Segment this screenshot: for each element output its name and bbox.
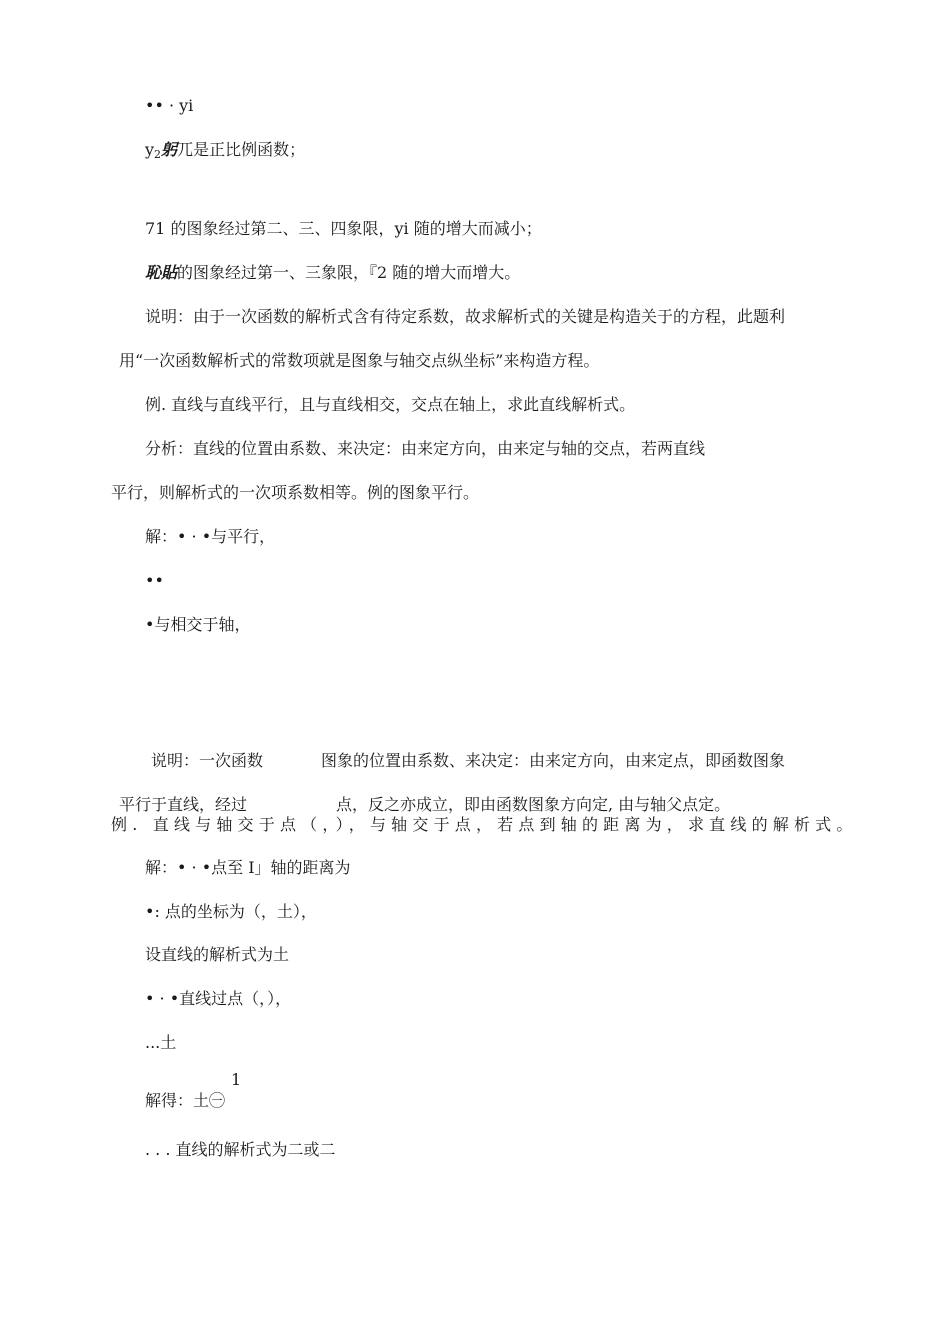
note-line: 点，反之亦成立，即由函数图象方向定, 由与轴父点定。 <box>336 795 731 814</box>
solution-line: . . . 直线的解析式为二或二 <box>145 1140 336 1159</box>
solution-line: 设直线的解析式为土 <box>145 945 290 964</box>
fraction-numerator: 1 <box>231 1070 242 1089</box>
text-fragment: 的图象经过第一、三象限，『2 随的增大而增大。 <box>177 263 521 282</box>
text-line: •• · yi <box>145 96 194 115</box>
paragraph-line: 用“一次函数解析式的常数项就是图象与轴交点纵坐标”来构造方程。 <box>119 351 600 370</box>
example-heading: 例. 直线与轴交于点（，），与轴交于点，若点到轴的距离为，求直线的解析式。 <box>111 815 858 834</box>
text-line <box>145 140 305 165</box>
paragraph-line: 说明：由于一次函数的解析式含有待定系数，故求解析式的关键是构造关于的方程，此题利 <box>145 307 786 326</box>
solution-line: ...土 <box>145 1033 177 1052</box>
text-fragment: y <box>145 140 155 159</box>
paragraph-line: 分析：直线的位置由系数、来决定：由来定方向，由来定与轴的交点，若两直线 <box>145 439 706 458</box>
text-line <box>145 263 520 283</box>
paragraph-line: 平行，则解析式的一次项系数相等。例的图象平行。 <box>111 483 480 502</box>
text-fragment: 恥貼 <box>145 263 178 282</box>
solution-line: •: 点的坐标为（，土）， <box>145 902 317 921</box>
text-fragment: 躬 <box>161 140 178 159</box>
note-line: 图象的位置由系数、来决定：由来定方向，由来定点，即函数图象 <box>321 751 786 770</box>
solution-line: 解：• · •与平行， <box>145 527 276 546</box>
solution-line: 解：• · •点至 I」轴的距离为 <box>145 858 351 877</box>
note-line: 说明：一次函数 <box>151 751 264 770</box>
solution-line: 解得：土㊀ <box>145 1091 226 1110</box>
text-line: 71 的图象经过第二、三、四象限，yi 随的增大而减小； <box>145 219 542 238</box>
solution-line: • · •直线过点（，）， <box>145 989 292 1008</box>
solution-line: •与相交于轴， <box>145 615 251 634</box>
note-line: 平行于直线，经过 <box>119 795 248 814</box>
solution-line: •• <box>145 571 164 590</box>
text-fragment: 兀是正比例函数； <box>177 140 306 159</box>
subscript: 2 <box>154 148 162 161</box>
example-heading: 例. 直线与直线平行，且与直线相交，交点在轴上，求此直线解析式。 <box>145 395 636 414</box>
